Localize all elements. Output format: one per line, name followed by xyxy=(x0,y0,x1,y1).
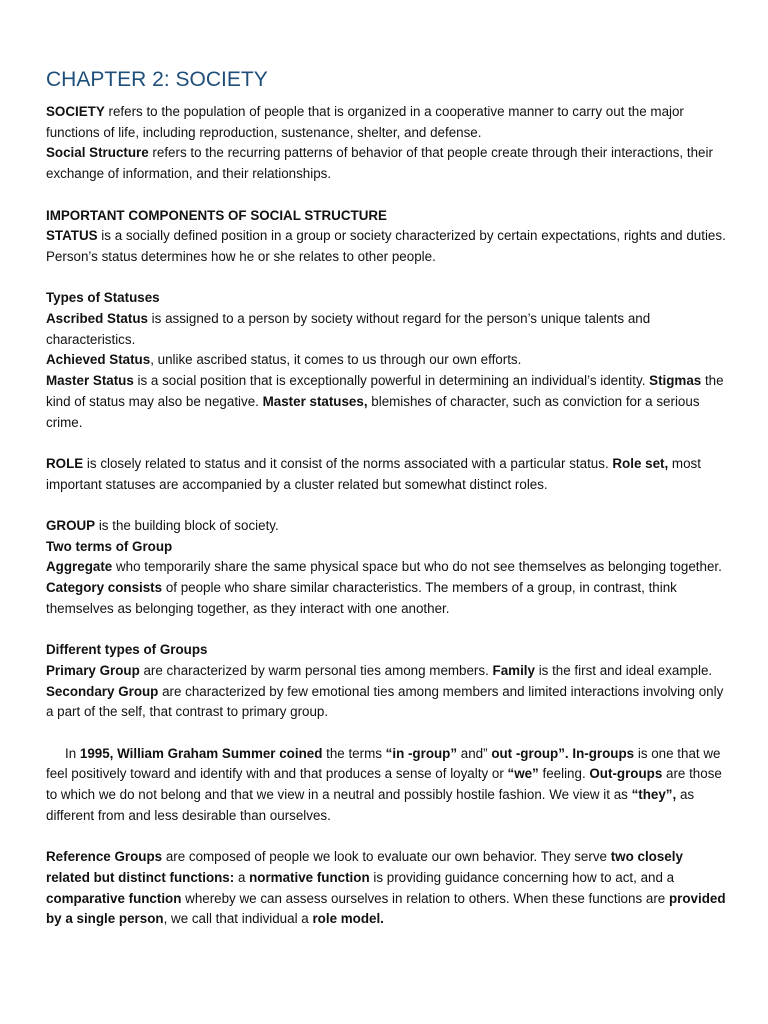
bold-term: two closely related but distinct functions: xyxy=(46,849,683,885)
paragraph xyxy=(46,371,726,433)
text-run: the terms xyxy=(322,745,386,761)
paragraph xyxy=(46,516,726,537)
bold-term: Family xyxy=(492,662,535,678)
paragraph-spacer xyxy=(46,620,726,641)
text-run: a xyxy=(234,869,250,885)
bold-term: out -group”. In-groups xyxy=(491,745,635,761)
bold-term: Master statuses, xyxy=(262,393,368,409)
paragraph xyxy=(46,682,726,723)
bold-term: ROLE xyxy=(46,455,84,471)
bold-term: Ascribed Status xyxy=(46,311,148,326)
bold-term: SOCIETY xyxy=(46,104,105,119)
text-run: of people who share similar characteristics. The members of a group, in contrast, think themselves as belonging together, as they interact with one another. xyxy=(46,580,677,616)
text-run: refers to the recurring patterns of behavior of that people create through their interactions, their exchange of information, and their relationships. xyxy=(46,145,713,182)
bold-term: “we” xyxy=(507,766,539,782)
bold-term: STATUS xyxy=(46,228,98,244)
text-run: are characterized by warm personal ties among members. xyxy=(139,662,493,678)
text-run: are characterized by few emotional ties among members and limited interactions involving only a part of the self, that contrast to primary group. xyxy=(46,683,724,720)
bold-term: “in -group” xyxy=(385,745,458,761)
paragraph-spacer xyxy=(46,268,726,289)
text-run: is a social position that is exceptionally powerful in determining an individual’s identity. xyxy=(133,373,650,389)
paragraph xyxy=(46,454,726,495)
bold-term: IMPORTANT COMPONENTS OF SOCIAL STRUCTURE xyxy=(46,207,387,223)
paragraph xyxy=(46,143,726,184)
text-run: who temporarily share the same physical space but who do not see themselves as belonging together. xyxy=(112,559,722,575)
text-run: is the building block of society. xyxy=(95,518,279,533)
paragraph xyxy=(46,640,726,661)
text-run: is one that we feel positively toward and identify with and that produces a sense of loyalty or xyxy=(46,745,721,782)
paragraph-spacer xyxy=(46,827,726,848)
paragraph-spacer xyxy=(46,433,726,454)
text-run: the kind of status may also be negative. xyxy=(46,373,724,409)
bold-term: 1995, William Graham Summer coined xyxy=(79,745,323,761)
text-run: is providing guidance concerning how to act, and a xyxy=(369,869,675,885)
paragraph xyxy=(46,309,726,350)
text-run: are composed of people we look to evaluate our own behavior. They serve xyxy=(162,849,611,865)
paragraph xyxy=(46,661,726,682)
paragraph-spacer xyxy=(46,495,726,516)
paragraph xyxy=(46,226,726,267)
bold-term: Social Structure xyxy=(46,145,149,161)
text-run: whereby we can assess ourselves in relation to others. When these functions are xyxy=(181,890,669,906)
text-run: is closely related to status and it consist of the norms associated with a particular status. xyxy=(83,455,613,471)
bold-term: Two terms of Group xyxy=(46,538,173,554)
bold-term: Achieved Status xyxy=(46,352,151,368)
paragraph xyxy=(46,206,726,227)
chapter-title: CHAPTER 2: SOCIETY xyxy=(46,68,268,91)
bold-term: Stigmas xyxy=(649,373,702,389)
bold-term: Reference Groups xyxy=(46,849,163,865)
text-run: is assigned to a person by society without regard for the person’s unique talents and characteristics. xyxy=(46,311,651,347)
paragraph xyxy=(46,537,726,558)
text-run: is a socially defined position in a group or society characterized by certain expectations, rights and duties. Person’s status determines how he or she relates to other people. xyxy=(46,228,726,264)
bold-term: role model. xyxy=(312,911,384,927)
bold-term: Different types of Groups xyxy=(46,642,208,658)
bold-term: normative function xyxy=(249,869,370,885)
bold-term: Aggregate xyxy=(46,559,113,575)
text-run: and” xyxy=(457,745,492,761)
document-body xyxy=(46,102,726,930)
paragraph-spacer xyxy=(46,185,726,206)
text-run: , we call that individual a xyxy=(163,911,313,927)
text-run: most important statuses are accompanied by a cluster related but somewhat distinct roles. xyxy=(46,455,701,492)
bold-term: “they”, xyxy=(631,787,677,803)
paragraph xyxy=(46,557,726,578)
paragraph-spacer xyxy=(46,723,726,744)
text-run: refers to the population of people that is organized in a cooperative manner to carry out the major functions of life, including reproduction, sustenance, shelter, and defense. xyxy=(46,104,684,140)
bold-term: provided by a single person xyxy=(46,890,726,927)
text-run: are those to which we do not belong and that we view in a neutral and possibly hostile fashion. We view it as xyxy=(46,766,722,803)
bold-term: GROUP xyxy=(46,518,96,533)
text-run: is the first and ideal example. xyxy=(534,662,713,678)
bold-term: Master Status xyxy=(46,373,134,389)
bold-term: Primary Group xyxy=(46,662,140,678)
text-run: as different from and less desirable than ourselves. xyxy=(46,787,695,823)
paragraph xyxy=(46,847,726,930)
bold-term: Types of Statuses xyxy=(46,290,160,306)
bold-term: Category consists xyxy=(46,580,163,596)
text-run: blemishes of character, such as conviction for a serious crime. xyxy=(46,393,700,430)
document-page xyxy=(46,66,726,930)
bold-term: Secondary Group xyxy=(46,683,159,699)
paragraph xyxy=(46,350,726,371)
text-run: In xyxy=(65,745,80,761)
paragraph xyxy=(46,578,726,619)
text-run: feeling. xyxy=(538,766,590,782)
text-run: , unlike ascribed status, it comes to us through our own efforts. xyxy=(150,352,522,368)
paragraph xyxy=(46,288,726,309)
paragraph xyxy=(46,744,726,827)
bold-term: Out-groups xyxy=(589,766,663,782)
bold-term: Role set, xyxy=(612,455,669,471)
bold-term: comparative function xyxy=(46,890,182,906)
paragraph xyxy=(46,102,726,143)
